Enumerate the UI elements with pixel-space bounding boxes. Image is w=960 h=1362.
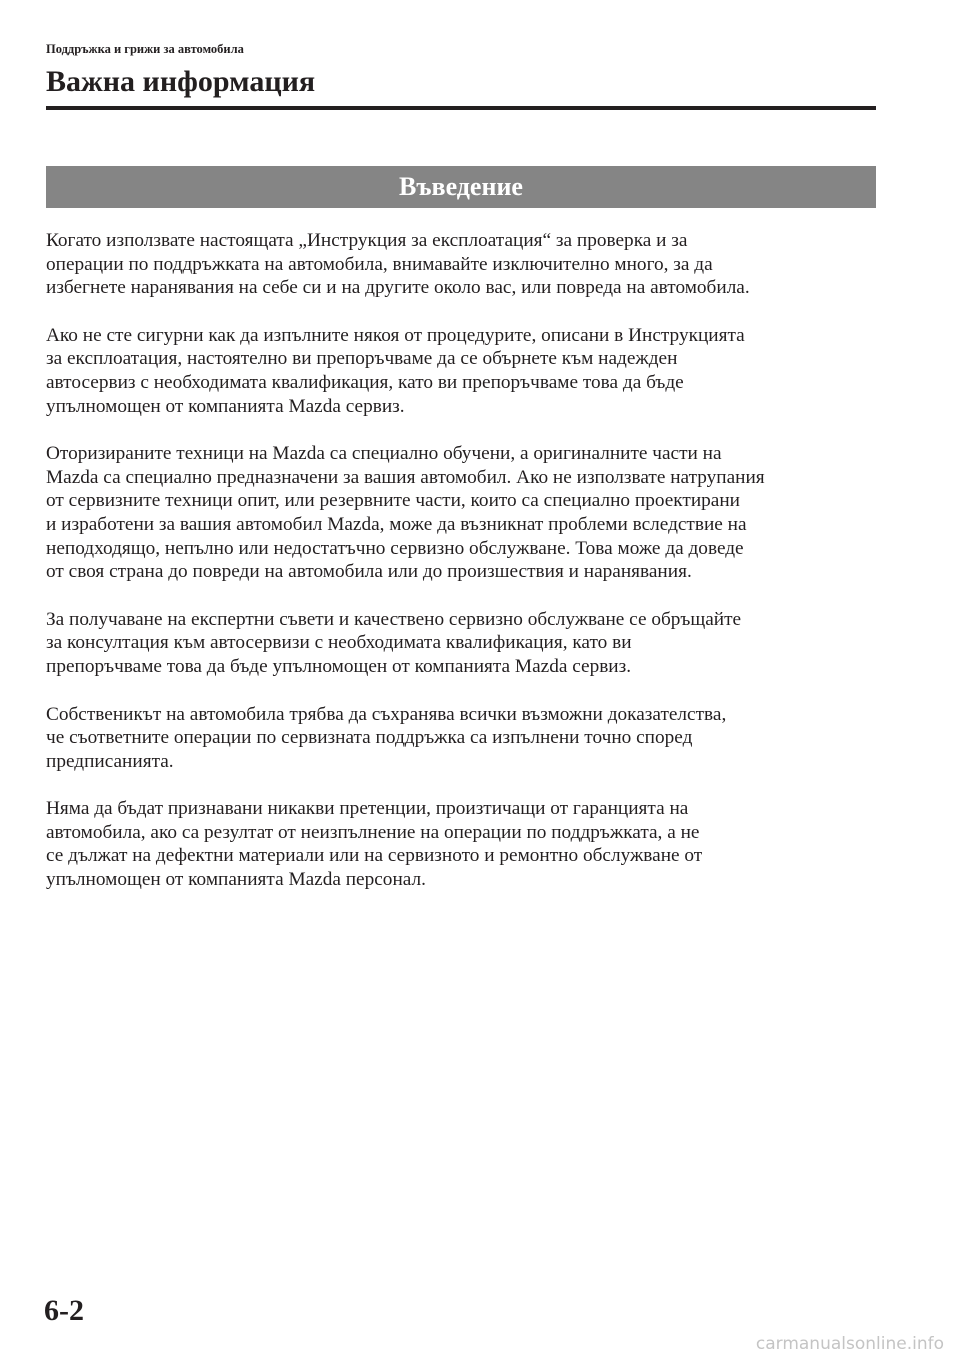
text-line: се дължат на дефектни материали или на сервизното и ремонтно обслужване от xyxy=(46,845,703,867)
paragraph-6 xyxy=(46,797,886,891)
text-line: За получаване на експертни съвети и качествено сервизно обслужване се обръщайте xyxy=(46,608,742,630)
text-line: за експлоатация, настоятелно ви препоръчваме да се обърнете към надежден xyxy=(46,348,678,370)
text-line: упълномощен от компанията Mazda персонал. xyxy=(46,869,426,891)
text-line: че съответните операции по сервизната поддръжка са изпълнени точно според xyxy=(46,727,693,749)
paragraph-5 xyxy=(46,703,886,774)
page-title: Важна информация xyxy=(46,62,876,110)
text-line: и изработени за вашия автомобил Mazda, може да възникнат проблеми вследствие на xyxy=(46,513,747,535)
text-line: Собственикът на автомобила трябва да съхранява всички възможни доказателства, xyxy=(46,703,727,725)
section-heading: Въведение xyxy=(46,166,876,208)
watermark: carmanualsonline.info xyxy=(755,1334,944,1354)
paragraph-2 xyxy=(46,324,886,418)
text-line: предписанията. xyxy=(46,750,174,772)
page-number: 6-2 xyxy=(44,1294,84,1327)
text-line: Оторизираните техници на Mazda са специално обучени, а оригиналните части на xyxy=(46,443,722,465)
text-line: от своя страна до повреди на автомобила или до произшествия и наранявания. xyxy=(46,561,692,583)
running-head: Поддръжка и грижи за автомобила xyxy=(46,42,244,56)
text-line: операции по поддръжката на автомобила, внимавайте изключително много, за да xyxy=(46,253,713,275)
paragraph-1 xyxy=(46,229,886,300)
text-line: Ако не сте сигурни как да изпълните някоя от процедурите, описани в Инструкцията xyxy=(46,324,745,346)
text-line: Няма да бъдат признавани никакви претенции, произтичащи от гаранцията на xyxy=(46,798,689,820)
paragraph-4 xyxy=(46,608,886,679)
text-line: Mazda са специално предназначени за вашия автомобил. Ако не използвате натрупания xyxy=(46,466,765,488)
text-line: автосервиз с необходимата квалификация, като ви препоръчваме това да бъде xyxy=(46,371,684,393)
text-line: Когато използвате настоящата „Инструкция за експлоатация“ за проверка и за xyxy=(46,230,688,251)
text-line: неподходящо, непълно или недостатъчно сервизно обслужване. Това може да доведе xyxy=(46,537,744,559)
text-line: автомобила, ако са резултат от неизпълнение на операции по поддръжката, а не xyxy=(46,821,700,843)
body-text xyxy=(46,229,886,916)
text-line: за консултация към автосервизи с необходимата квалификация, като ви xyxy=(46,632,632,654)
text-line: от сервизните техници опит, или резервните части, които са специално проектирани xyxy=(46,490,740,512)
text-line: упълномощен от компанията Mazda сервиз. xyxy=(46,395,405,417)
text-line: препоръчваме това да бъде упълномощен от компанията Mazda сервиз. xyxy=(46,655,632,677)
text-line: избегнете наранявания на себе си и на другите около вас, или повреда на автомобила. xyxy=(46,277,750,299)
paragraph-3 xyxy=(46,442,886,584)
